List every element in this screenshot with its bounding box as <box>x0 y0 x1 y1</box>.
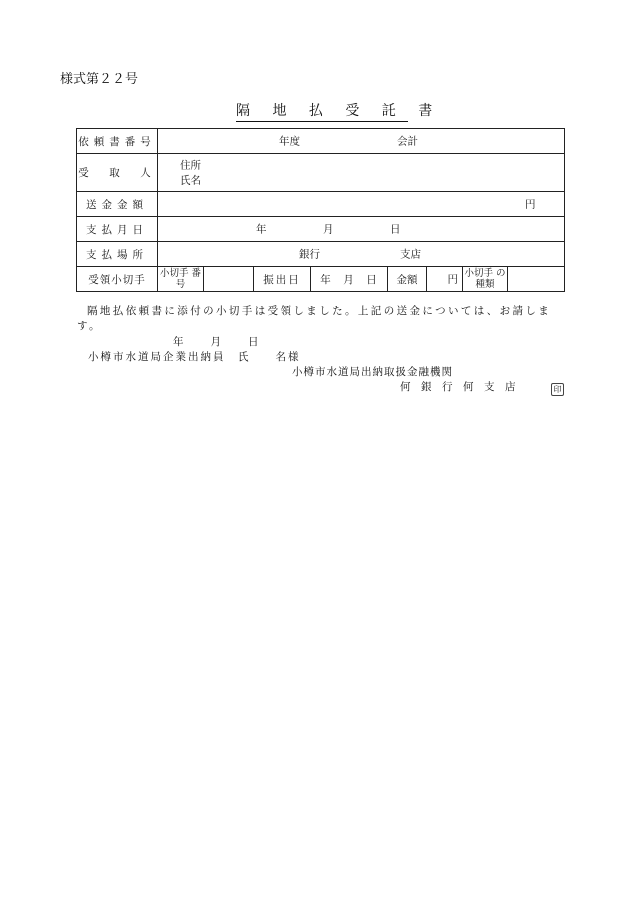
sender-branch: 何 銀 行 何 支 店 <box>400 381 516 393</box>
entrustment-form-table <box>76 128 565 292</box>
issue-date-label: 振出日 <box>254 267 311 292</box>
seal-mark <box>551 379 564 398</box>
fiscal-year-label: 年度 <box>279 135 300 148</box>
amount-field[interactable] <box>158 192 565 217</box>
amount-yen-unit: 円 <box>525 198 536 211</box>
amount-short-label: 金額 <box>388 267 427 292</box>
check-amount-field[interactable] <box>427 267 463 292</box>
payment-year-label: 年 <box>256 223 267 236</box>
check-type-field[interactable] <box>508 267 565 292</box>
document-title: 隔 地 払 受 託 書 <box>236 100 408 122</box>
recipient-field[interactable] <box>158 154 565 192</box>
row-recipient <box>77 154 565 192</box>
payment-month-label: 月 <box>323 223 334 236</box>
row-amount <box>77 192 565 217</box>
payment-date-field[interactable] <box>158 217 565 242</box>
acknowledgement-date: 年 月 日 <box>173 336 261 348</box>
name-label: 氏名 <box>180 174 201 187</box>
payment-place-label: 支払場所 <box>77 242 158 267</box>
seal-icon: 印 <box>551 383 564 396</box>
payment-date-label: 支払月日 <box>77 217 158 242</box>
address-label: 住所 <box>180 159 201 172</box>
request-number-field[interactable] <box>158 129 565 154</box>
check-amount-yen: 円 <box>447 273 458 286</box>
row-payment-date <box>77 217 565 242</box>
addressee: 小樽市水道局企業出納員 氏 名様 <box>88 351 301 363</box>
account-label: 会計 <box>397 135 418 148</box>
payment-place-field[interactable] <box>158 242 565 267</box>
form-number: 様式第２２号 <box>60 72 139 87</box>
bank-label: 銀行 <box>299 248 320 261</box>
branch-label: 支店 <box>400 248 421 261</box>
row-request-number <box>77 129 565 154</box>
recipient-label: 受 取 人 <box>77 154 158 192</box>
check-received-label: 受領小切手 <box>77 267 158 292</box>
request-number-label: 依頼書番号 <box>77 129 158 154</box>
issue-date-field[interactable]: 年 月 日 <box>311 267 388 292</box>
check-number-label: 小切手 番 号 <box>158 267 204 292</box>
acknowledgement-text: 隔地払依頼書に添付の小切手は受領しました。上記の送金については、お請します。 <box>77 305 552 332</box>
payment-day-label: 日 <box>390 223 401 236</box>
sender-institution: 小樽市水道局出納取扱金融機関 <box>292 366 453 378</box>
check-number-field[interactable] <box>204 267 254 292</box>
amount-label: 送金金額 <box>77 192 158 217</box>
check-type-label: 小切手 の種類 <box>464 268 506 290</box>
row-received-check <box>77 267 565 292</box>
row-payment-place <box>77 242 565 267</box>
